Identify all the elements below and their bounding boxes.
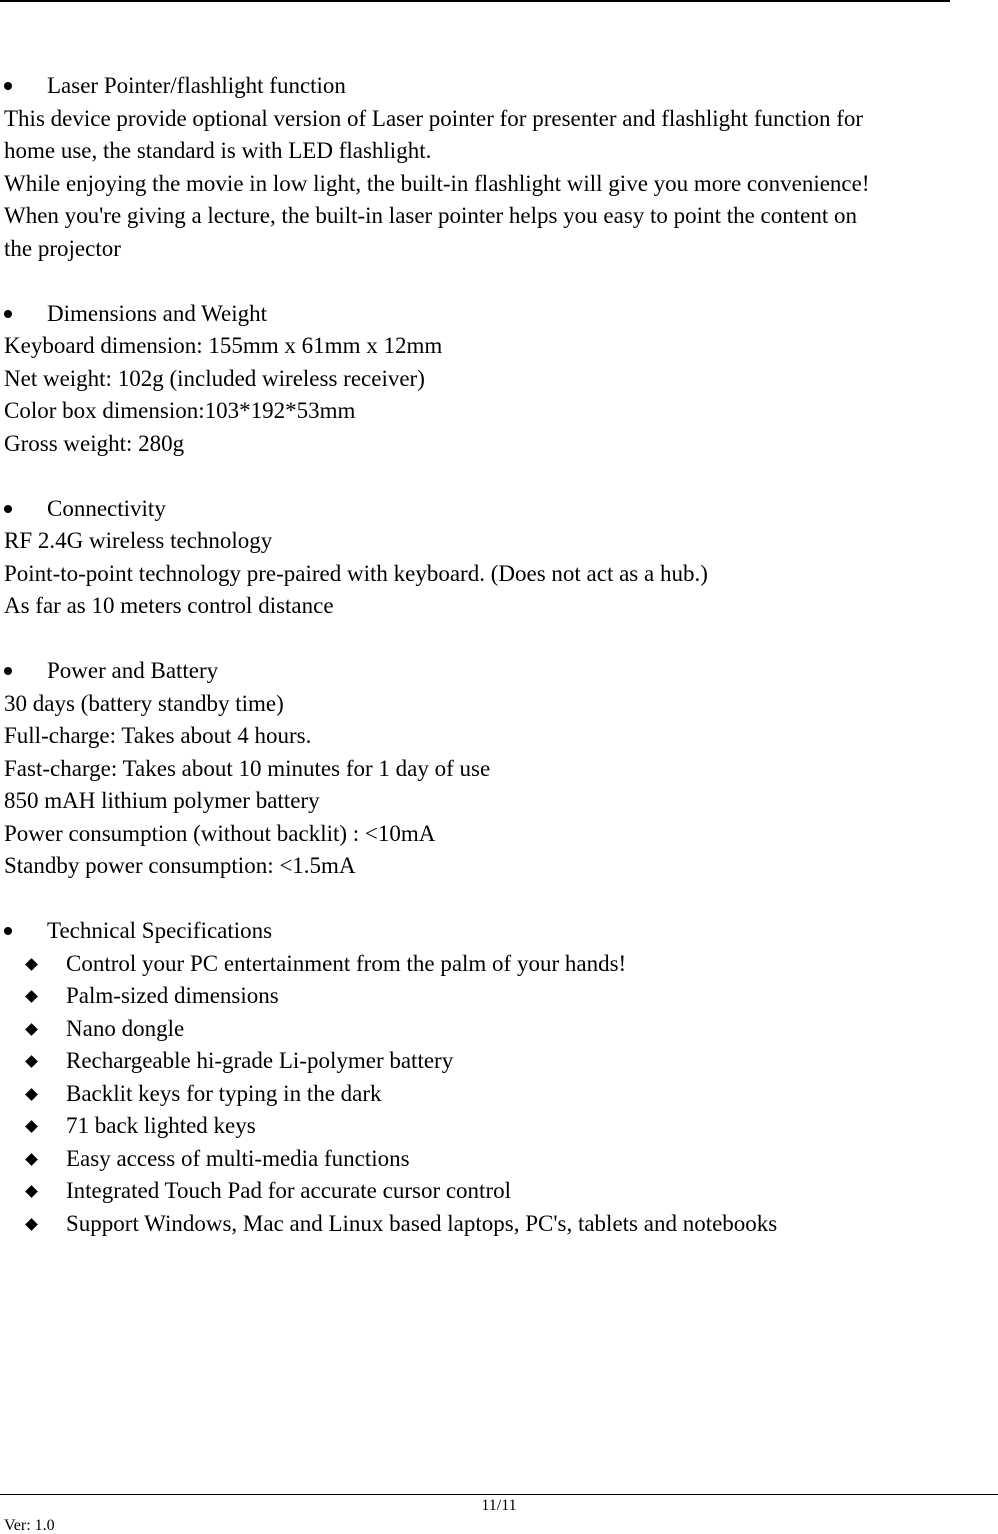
- bullet-dot-icon: [4, 310, 12, 318]
- paragraph-line: Net weight: 102g (included wireless receiver): [4, 365, 425, 391]
- paragraph-line: Standby power consumption: <1.5mA: [4, 853, 356, 878]
- paragraph-line: 30 days (battery standby time): [4, 690, 284, 716]
- section-laser-pointer: [4, 70, 952, 265]
- heading-text: Technical Specifications: [47, 918, 273, 943]
- section-heading: [4, 70, 952, 103]
- diamond-bullet-icon: [25, 1153, 38, 1166]
- paragraph-line: RF 2.4G wireless technology: [4, 528, 273, 553]
- diamond-bullet-icon: [25, 1120, 38, 1133]
- diamond-bullet-icon: [25, 1218, 38, 1231]
- spec-item: Rechargeable hi-grade Li-polymer battery: [4, 1045, 952, 1078]
- bullet-dot-icon: [4, 82, 12, 90]
- diamond-bullet-icon: [25, 1088, 38, 1101]
- paragraph-line: Gross weight: 280g: [4, 430, 185, 456]
- diamond-bullet-icon: [25, 990, 38, 1003]
- paragraph-line: 850 mAH lithium polymer battery: [4, 788, 320, 813]
- bullet-dot-icon: [4, 667, 12, 675]
- section-connectivity: [4, 493, 952, 623]
- spec-item: Control your PC entertainment from the palm of your hands!: [4, 948, 952, 981]
- heading-text: Dimensions and Weight: [47, 300, 268, 326]
- document-body: [4, 70, 952, 1273]
- paragraph-line: Fast-charge: Takes about 10 minutes for 1 day of use: [4, 755, 491, 781]
- paragraph-line: Power consumption (without backlit) : <10mA: [4, 820, 436, 846]
- spec-item: Nano dongle: [4, 1013, 952, 1046]
- version-label: Ver: 1.0: [4, 1517, 55, 1534]
- spec-item: Easy access of multi-media functions: [4, 1143, 952, 1176]
- paragraph-line: While enjoying the movie in low light, the built-in flashlight will give you more convenience!: [4, 170, 870, 196]
- section-dimensions-weight: [4, 298, 952, 461]
- paragraph-line: Point-to-point technology pre-paired with keyboard. (Does not act as a hub.): [4, 560, 708, 586]
- section-technical-specifications: [4, 915, 952, 1240]
- paragraph-line: home use, the standard is with LED flashlight.: [4, 138, 432, 163]
- section-heading: [4, 915, 952, 948]
- diamond-bullet-icon: [25, 1185, 38, 1198]
- paragraph-line: Full-charge: Takes about 4 hours.: [4, 723, 312, 748]
- page-number: 11/11: [481, 1497, 517, 1514]
- header-rule: [0, 0, 950, 2]
- diamond-bullet-icon: [25, 1055, 38, 1068]
- paragraph-line: Keyboard dimension: 155mm x 61mm x 12mm: [4, 333, 443, 358]
- diamond-bullet-icon: [25, 958, 38, 971]
- paragraph-line: This device provide optional version of Laser pointer for presenter and flashlight function for: [4, 105, 864, 131]
- bullet-dot-icon: [4, 927, 12, 935]
- spec-item: Backlit keys for typing in the dark: [4, 1078, 952, 1111]
- paragraph-line: As far as 10 meters control distance: [4, 593, 334, 618]
- bullet-dot-icon: [4, 505, 12, 513]
- spec-list: [4, 948, 952, 1241]
- diamond-bullet-icon: [25, 1023, 38, 1036]
- section-heading: [4, 655, 952, 688]
- section-heading: [4, 298, 952, 331]
- section-heading: [4, 493, 952, 526]
- spec-item: 71 back lighted keys: [4, 1110, 952, 1143]
- paragraph-line: Color box dimension:103*192*53mm: [4, 398, 356, 423]
- heading-text: Power and Battery: [47, 658, 219, 683]
- spec-item: Integrated Touch Pad for accurate cursor control: [4, 1175, 952, 1208]
- paragraph-line: the projector: [4, 235, 121, 261]
- heading-text: Connectivity: [47, 495, 166, 521]
- footer-rule: [0, 1494, 998, 1495]
- section-power-battery: [4, 655, 952, 883]
- heading-text: Laser Pointer/flashlight function: [47, 73, 346, 98]
- spec-item: Palm-sized dimensions: [4, 980, 952, 1013]
- spec-item: Support Windows, Mac and Linux based laptops, PC's, tablets and notebooks: [4, 1208, 952, 1241]
- paragraph-line: When you're giving a lecture, the built-in laser pointer helps you easy to point the content on: [4, 203, 857, 228]
